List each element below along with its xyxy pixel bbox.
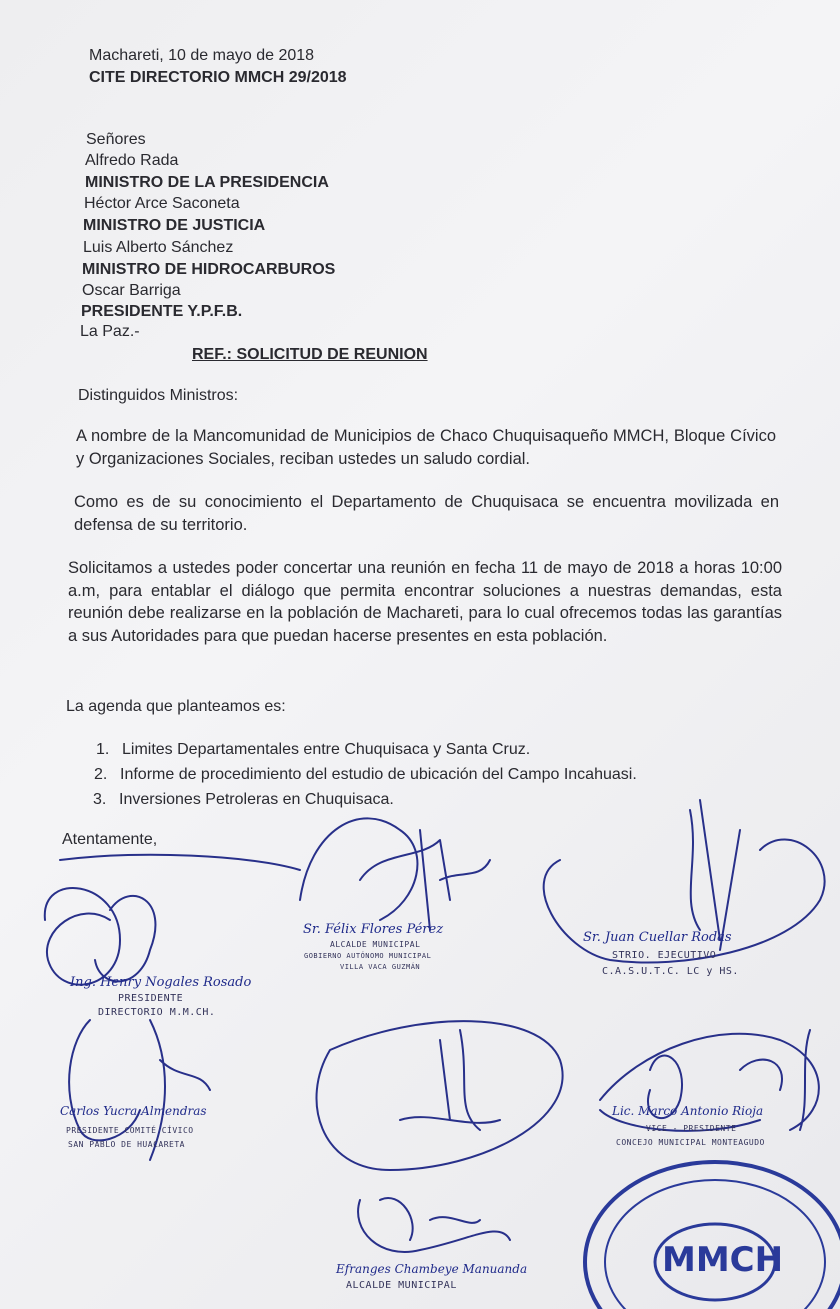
reference-line: REF.: SOLICITUD DE REUNION bbox=[192, 346, 428, 363]
agenda-item-number: 2. bbox=[94, 766, 108, 783]
signature-2-org: VILLA VACA GUZMÁN bbox=[340, 963, 421, 971]
signature-4-role: PRESIDENTE COMITÉ CÍVICO bbox=[66, 1126, 194, 1135]
agenda-item bbox=[94, 765, 637, 785]
signature-3-role: STRIO. EJECUTIVO bbox=[612, 950, 717, 961]
signature-7-stroke bbox=[358, 1198, 510, 1252]
paragraph-2: Como es de su conocimiento el Departamento de Chuquisaca se encuentra movilizada en defensa de su territorio. bbox=[74, 493, 779, 534]
recipient-salutation: Señores bbox=[86, 131, 146, 148]
signature-1-org: DIRECTORIO M.M.CH. bbox=[98, 1007, 216, 1018]
recipient-title: MINISTRO DE HIDROCARBUROS bbox=[82, 261, 336, 278]
recipient-name: Héctor Arce Saconeta bbox=[84, 195, 240, 212]
paragraph-3: Solicitamos a ustedes poder concertar una reunión en fecha 11 de mayo de 2018 a horas 10:00 a.m, para entablar el diálogo que permita encontrar soluciones a nuestras demandas, esta reunión debe realizarse en la población de Machareti, para lo cual ofrecemos todas las garantías a sus Autoridades para que puedan hacerse presentes en esta población. bbox=[68, 559, 782, 645]
paragraph-1: A nombre de la Mancomunidad de Municipios de Chaco Chuquisaqueño MMCH, Bloque Cívico y Organizaciones Sociales, reciban ustedes un saludo cordial. bbox=[76, 427, 776, 468]
recipient-city: La Paz.- bbox=[80, 323, 140, 340]
mmch-seal: MMCH bbox=[662, 1240, 784, 1280]
signature-2-stroke bbox=[300, 818, 490, 930]
signature-1-name: Ing. Henry Nogales Rosado bbox=[70, 975, 252, 990]
signature-3-name: Sr. Juan Cuellar Rodas bbox=[583, 930, 732, 945]
signature-1-stroke bbox=[45, 855, 300, 985]
agenda-item bbox=[93, 790, 394, 810]
closing: Atentamente, bbox=[62, 831, 158, 848]
signature-2-org: GOBIERNO AUTÓNOMO MUNICIPAL bbox=[304, 952, 432, 960]
agenda-item-text: Limites Departamentales entre Chuquisaca y Santa Cruz. bbox=[122, 741, 531, 758]
signature-4-name: Carlos Yucra Almendras bbox=[60, 1104, 207, 1118]
signature-2-name: Sr. Félix Flores Pérez bbox=[303, 922, 444, 937]
agenda-item-number: 1. bbox=[96, 741, 110, 758]
signature-6-role: ALCALDE MUNICIPAL bbox=[346, 1280, 457, 1291]
recipient-name: Luis Alberto Sánchez bbox=[83, 239, 234, 256]
signature-5-stroke bbox=[317, 1021, 563, 1170]
signature-6-name: Efranges Chambeye Manuanda bbox=[336, 1262, 528, 1276]
agenda-intro: La agenda que planteamos es: bbox=[66, 698, 286, 715]
signature-5-org: CONCEJO MUNICIPAL MONTEAGUDO bbox=[616, 1138, 765, 1147]
recipient-name: Alfredo Rada bbox=[85, 152, 179, 169]
signature-2-role: ALCALDE MUNICIPAL bbox=[330, 940, 421, 949]
signature-3-org: C.A.S.U.T.C. LC y HS. bbox=[602, 966, 739, 977]
mmch-seal-shape bbox=[585, 1162, 840, 1309]
recipient-title: PRESIDENTE Y.P.F.B. bbox=[81, 303, 243, 320]
greeting: Distinguidos Ministros: bbox=[78, 387, 239, 404]
signature-1-role: PRESIDENTE bbox=[118, 993, 184, 1004]
agenda-item-text: Informe de procedimiento del estudio de ubicación del Campo Incahuasi. bbox=[120, 766, 637, 783]
agenda-item bbox=[96, 740, 530, 760]
recipient-title: MINISTRO DE JUSTICIA bbox=[83, 217, 266, 234]
signature-4-org: SAN PABLO DE HUACARETA bbox=[68, 1140, 185, 1149]
signature-5-role: VICE - PRESIDENTE bbox=[646, 1124, 737, 1133]
cite-number: CITE DIRECTORIO MMCH 29/2018 bbox=[89, 69, 347, 86]
signature-5-name: Lic. Marco Antonio Rioja bbox=[612, 1104, 764, 1118]
agenda-item-number: 3. bbox=[93, 791, 107, 808]
recipient-name: Oscar Barriga bbox=[82, 282, 181, 299]
agenda-item-text: Inversiones Petroleras en Chuquisaca. bbox=[119, 791, 394, 808]
recipient-title: MINISTRO DE LA PRESIDENCIA bbox=[85, 174, 329, 191]
place-date: Machareti, 10 de mayo de 2018 bbox=[89, 47, 315, 64]
signature-4-stroke bbox=[69, 1020, 210, 1160]
